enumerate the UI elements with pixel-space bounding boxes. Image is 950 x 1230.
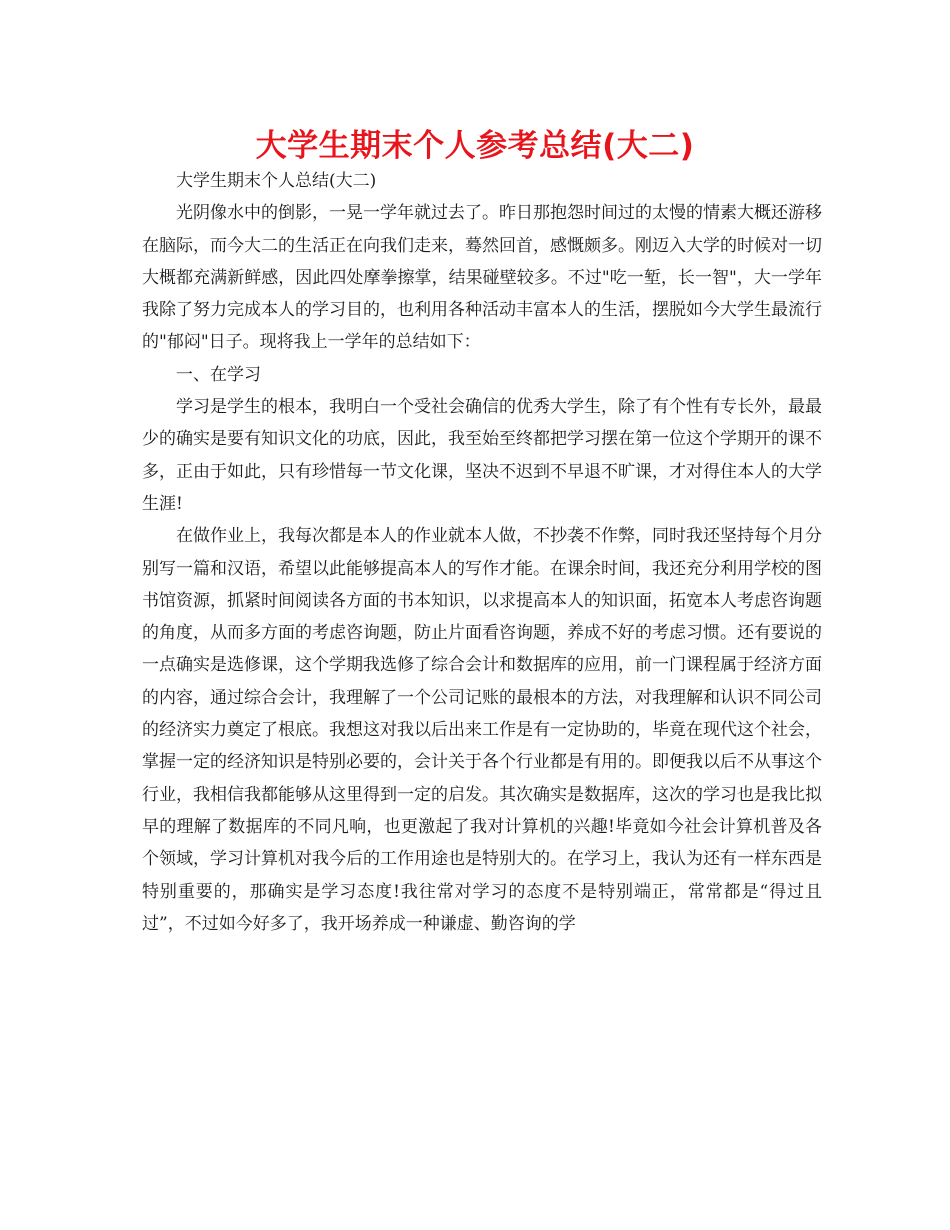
- paragraph-subtitle: 大学生期末个人总结(大二): [176, 171, 377, 191]
- section-heading-study: 一、在学习: [176, 364, 261, 385]
- paragraph-study-basis: 学习是学生的根本，我明白一个受社会确信的优秀大学生，除了有个性有专长外，最最少的确实是要有知识文化的功底，因此，我至始至终都把学习摆在第一位这个学期开的课不多，正由于如此，只有珍惜每一节文化课，坚决不迟到不早退不旷课，才对得住本人的大学生涯!: [142, 397, 822, 514]
- paragraph-homework: 在做作业上，我每次都是本人的作业就本人做，不抄袭不作弊，同时我还坚持每个月分别写一篇和汉语，希望以此能够提高本人的写作才能。在课余时间，我还充分利用学校的图书馆资源，抓紧时间阅读各方面的书本知识，以求提高本人的知识面，拓宽本人考虑咨询题的角度，从而多方面的考虑咨询题，防止片面看咨询题，养成不好的考虑习惯。还有要说的一点确实是选修课，这个学期我选修了综合会计和数据库的应用，前一门课程属于经济方面的内容，通过综合会计，我理解了一个公司记账的最根本的方法，对我理解和认识不同公司的经济实力奠定了根底。我想这对我以后出来工作是有一定协助的，毕竟在现代这个社会，掌握一定的经济知识是特别必要的，会计关于各个行业都是有用的。即便我以后不从事这个行业，我相信我都能够从这里得到一定的启发。其次确实是数据库，这次的学习也是我比拟早的理解了数据库的不同凡响，也更激起了我对计算机的兴趣!毕竟如今社会计算机普及各个领域，学习计算机对我今后的工作用途也是特别大的。在学习上，我认为还有一样东西是特别重要的，那确实是学习态度!我往常对学习的态度不是特别端正，常常都是“得过且过”，不过如今好多了，我开场养成一种谦虚、勤咨询的学: [142, 526, 822, 934]
- document-title: 大学生期末个人参考总结(大二): [255, 128, 695, 164]
- paragraph-intro: 光阴像水中的倒影，一晃一学年就过去了。昨日那抱怨时间过的太慢的情素大概还游移在脑际，而今大二的生活正在向我们走来，蓦然回首，感慨颇多。刚迈入大学的时候对一切大概都充满新鲜感，因此四处摩拳擦掌，结果碰壁较多。不过"吃一堑，长一智"，大一学年我除了努力完成本人的学习目的，也利用各种活动丰富本人的生活，摆脱如今大学生最流行的"郁闷"日子。现将我上一学年的总结如下：: [142, 203, 822, 353]
- document-body: [142, 165, 822, 940]
